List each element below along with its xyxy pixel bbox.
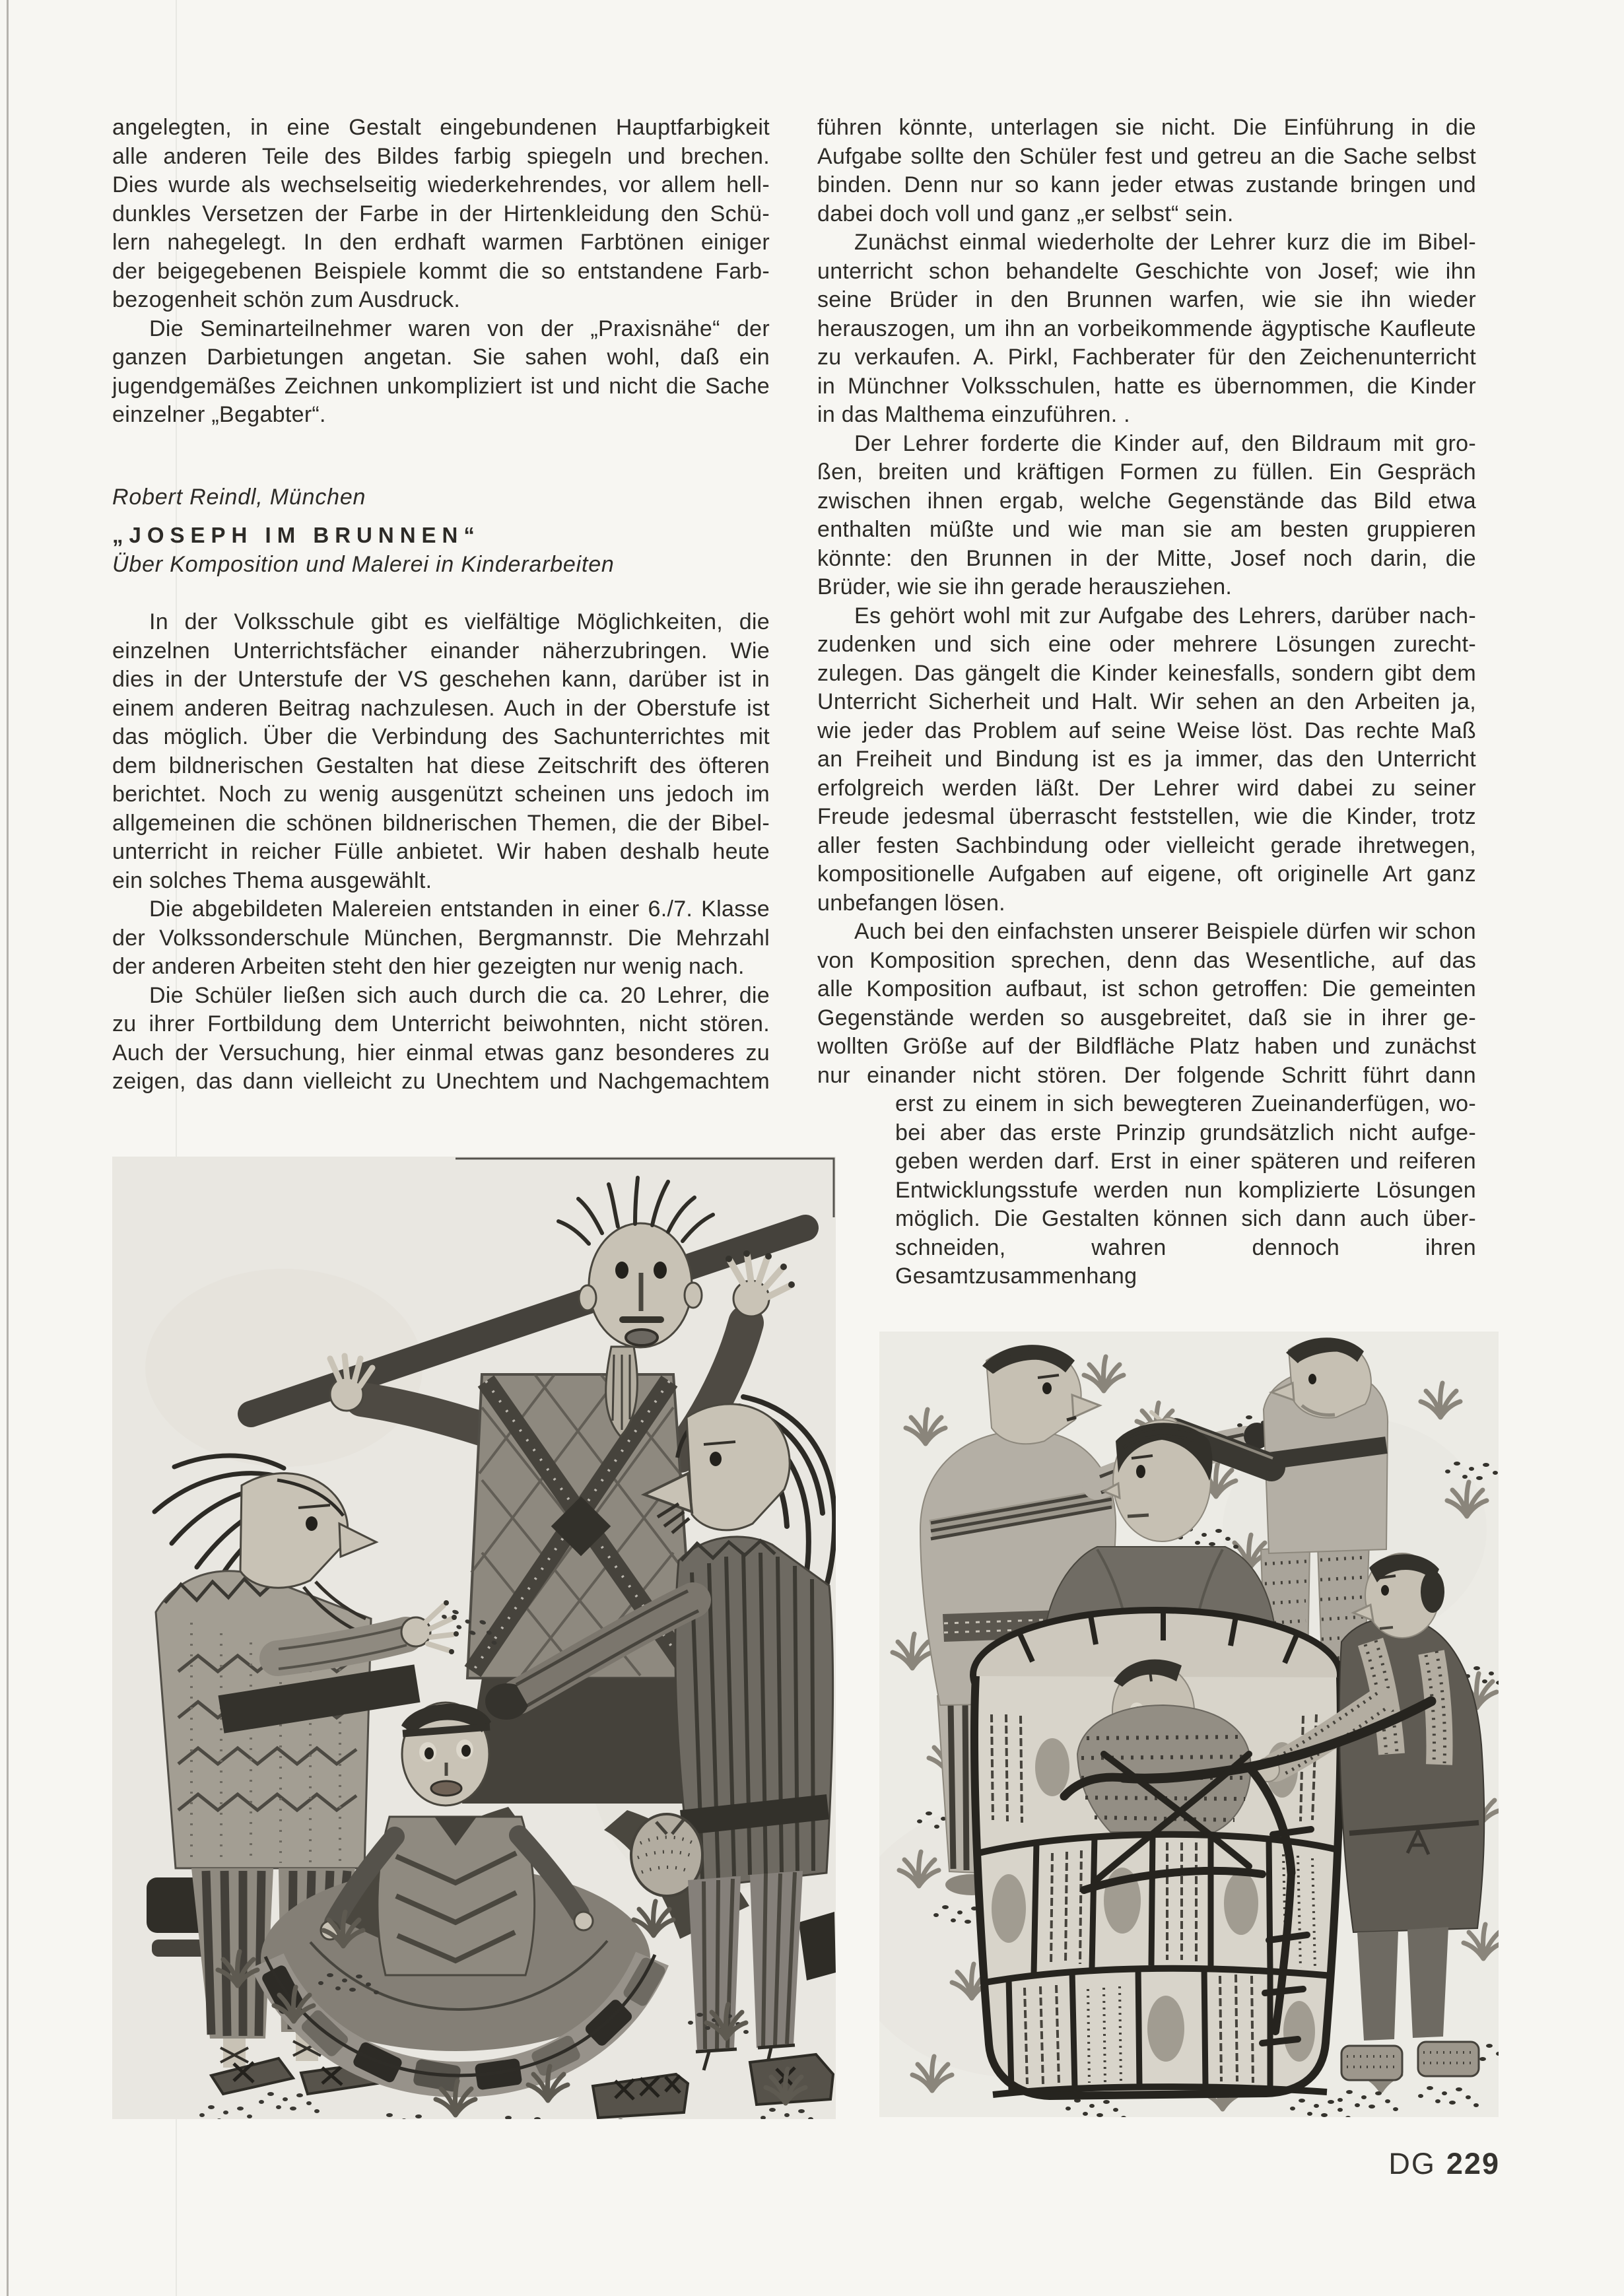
page-footer [1388,2147,1500,2181]
text-line: einzelnen Unterrichtsfächer einander näherzubringen. Wie [112,638,770,663]
right-painting-figure [879,1332,1499,2117]
text-line: nur einander nicht stören. Der folgende Schritt führt dann [817,1062,1476,1088]
article-byline: Robert Reindl, München [112,485,366,510]
text-line: der anderen Arbeiten steht den hier gezeigten nur wenig nach. [112,954,745,979]
right-painting [879,1332,1499,2117]
article-subtitle: Über Komposition und Malerei in Kinderarbeiten [112,552,615,577]
paragraph [112,608,770,895]
text-line: ein solches Thema ausgewählt. [112,867,432,893]
text-line: wie jeder das Problem auf seine Weise löst. Das rechte Maß [817,718,1476,743]
text-line: unbefangen lösen. [817,890,1005,916]
text-line: binden. Denn nur so kann jeder etwas zustande bringen und [817,172,1476,197]
paragraph [112,895,770,982]
text-line: einzelner „Begabter“. [112,402,326,427]
text-line: in Münchner Volksschulen, hatte es übernommen, die Kinder [817,373,1476,399]
text-line: Auch bei den einfachsten unserer Beispiele dürfen wir schon [854,919,1476,944]
text-line: zu ihrer Fortbildung dem Unterricht beiwohnten, nicht stören. [112,1011,770,1036]
paragraph [817,228,1476,430]
text-line: Brüder, wie sie ihn gerade herausziehen. [817,574,1233,599]
text-line: zu verkaufen. A. Pirkl, Fachberater für den Zeichenunterricht [817,345,1476,370]
text-line: zeigen, das dann vielleicht zu Unechtem und Nachgemachtem [112,1069,770,1094]
journal-code: DG [1388,2147,1436,2180]
right-column-text [817,114,1476,1291]
paragraph [112,982,770,1097]
paragraph [112,114,770,315]
text-line: kompositionelle Aufgaben auf eigene, oft originelle Art ganz [817,861,1476,887]
text-line: alle anderen Teile des Bildes farbig spiegeln und brechen. [112,143,770,169]
text-line: der Volkssonderschule München, Bergmannstr. Die Mehrzahl [112,925,770,951]
text-line: der beigegebenen Beispiele kommt die so entstandene Farb- [112,258,770,284]
text-line: angelegten, in eine Gestalt eingebundenen Hauptfarbigkeit [112,115,770,140]
scan-edge-line [7,0,9,2296]
article-title: „JOSEPH IM BRUNNEN“ [112,523,481,547]
text-line: alle Komposition aufbaut, ist schon getroffen: Die gemeinten [817,976,1476,1001]
text-line: bezogenheit schön zum Ausdruck. [112,287,461,312]
left-column-lower-text [112,608,770,1097]
text-line: zulegen. Das gängelt die Kinder keinesfalls, sondern gibt dem [817,660,1476,686]
text-line: könnte: den Brunnen in der Mitte, Josef noch darin, die [817,545,1476,571]
left-column-upper-text [112,114,770,430]
text-line: dabei doch voll und ganz „er selbst“ sein. [817,201,1234,226]
text-line: Unterricht Sicherheit und Halt. Wir sehen an den Arbeiten ja, [817,689,1476,714]
paragraph [817,602,1476,918]
text-line: Aufgabe sollte den Schüler fest und getreu an die Sache selbst [817,143,1476,169]
text-line: Gegenstände werden so ausgebreitet, daß sie in ihrer ge- [817,1005,1476,1030]
text-line: Entwicklungsstufe werden nun komplizierte Lösungen [895,1177,1476,1203]
text-line: Auch der Versuchung, hier einmal etwas ganz besonderes zu [112,1040,770,1065]
text-line: erst zu einem in sich bewegteren Zueinanderfügen, wo- [895,1091,1476,1116]
text-line: führen könnte, unterlagen sie nicht. Die Einführung in die [817,115,1476,140]
text-line: herauszogen, um ihn an vorbeikommende ägyptische Kaufleute [817,316,1476,341]
text-line: möglich. Die Gestalten können sich dann auch über- [895,1206,1476,1231]
text-line: zwischen ihnen ergab, welche Gegenstände das Bild etwa [817,488,1476,514]
text-line: dies in der Unterstufe der VS geschehen kann, darüber ist in [112,667,770,692]
text-line: lern nahegelegt. In den erdhaft warmen Farbtönen einiger [112,230,770,255]
text-line: Dies wurde als wechselseitig wiederkehrendes, vor allem hell- [112,172,770,197]
text-line: ganzen Darbietungen angetan. Sie sahen wohl, daß ein [112,345,770,370]
text-line: unterricht schon behandelte Geschichte von Josef; wie ihn [817,258,1476,284]
text-line: in das Malthema einzuführen. . [817,402,1130,427]
article-heading [112,483,770,579]
text-line: geben werden darf. Erst in einer späteren und reiferen [895,1149,1476,1174]
text-line: dem bildnerischen Gestalten hat diese Zeitschrift des öfteren [112,753,770,778]
text-line: dunkles Versetzen der Farbe in der Hirtenkleidung den Schü- [112,201,770,226]
text-line: schneiden, wahren dennoch ihren Gesamtzusammenhang [895,1234,1476,1289]
paragraph [817,114,1476,228]
text-line: Die Seminarteilnehmer waren von der „Praxisnähe“ der [149,316,770,341]
text-line: Die Schüler ließen sich auch durch die ca. 20 Lehrer, die [149,982,770,1008]
text-line: seine Brüder in den Brunnen warfen, wie sie ihn wieder [817,287,1476,312]
text-line: von Komposition sprechen, denn das Wesentliche, auf das [817,947,1476,973]
text-line: erfolgreich werden läßt. Der Lehrer wird dabei zu seiner [817,775,1476,801]
text-line: Die abgebildeten Malereien entstanden in einer 6./7. Klasse [149,896,770,922]
paragraph [112,315,770,430]
text-line: enthalten müßte und wie man sie am besten gruppieren [817,517,1476,542]
left-painting-figure [112,1157,836,2119]
text-line: bei aber das erste Prinzip grundsätzlich nicht aufge- [895,1120,1476,1145]
text-line: berichtet. Noch zu wenig ausgenützt scheinen uns jedoch im [112,782,770,807]
paragraph [817,430,1476,602]
text-line: an Freiheit und Bindung ist es ja immer, das den Unterricht [817,747,1476,772]
left-painting [112,1157,836,2119]
page-number: 229 [1446,2147,1500,2180]
text-line: unterricht in reicher Fülle anbietet. Wir haben deshalb heute [112,839,770,864]
text-line: In der Volksschule gibt es vielfältige Möglichkeiten, die [149,609,770,634]
text-line: ßen, breiten und kräftigen Formen zu füllen. Ein Gespräch [817,459,1476,485]
text-line: Freude jedesmal überrascht feststellen, wie die Kinder, trotz [817,804,1476,829]
text-line: Der Lehrer forderte die Kinder auf, den Bildraum mit gro- [854,430,1476,456]
text-line: Zunächst einmal wiederholte der Lehrer kurz die im Bibel- [854,230,1476,255]
text-line: wollten Größe auf der Bildfläche Platz haben und zunächst [817,1034,1476,1059]
text-line: allgemeinen die schönen bildnerischen Themen, die der Bibel- [112,810,770,836]
text-line: das möglich. Über die Verbindung des Sachunterrichtes mit [112,724,770,749]
paragraph [817,918,1476,1291]
text-line: aller festen Sachbindung oder vielleicht gerade ihretwegen, [817,832,1476,858]
text-line: Es gehört wohl mit zur Aufgabe des Lehrers, darüber nach- [854,603,1476,628]
text-line: einem anderen Beitrag nachzulesen. Auch in der Oberstufe ist [112,695,770,721]
text-line: jugendgemäßes Zeichnen unkompliziert ist und nicht die Sache [112,373,770,399]
text-line: zudenken und sich eine oder mehrere Lösungen zurecht- [817,632,1476,657]
